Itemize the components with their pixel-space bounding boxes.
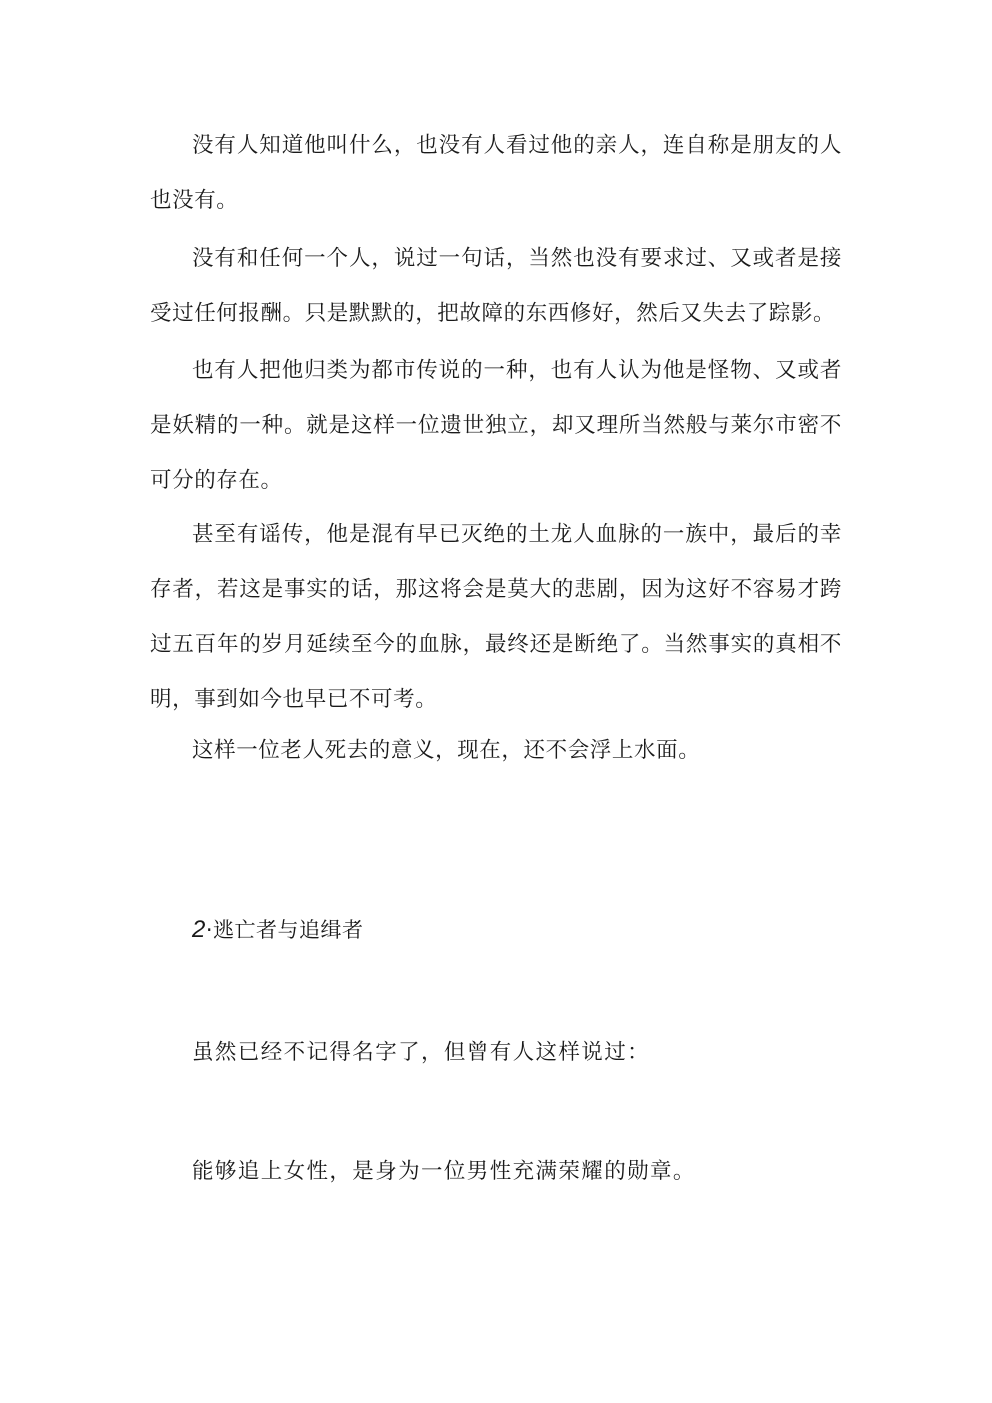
section-title: 逃亡者与追缉者	[213, 918, 364, 942]
section-heading	[192, 915, 364, 945]
paragraph-4: 甚至有谣传，他是混有早已灭绝的土龙人血脉的一族中，最后的幸存者，若这是事实的话，那这将会是莫大的悲剧，因为这好不容易才跨过五百年的岁月延续至今的血脉，最终还是断绝了。当然事实的真相不明，事到如今也早已不可考。	[150, 522, 842, 712]
paragraph-1: 没有人知道他叫什么，也没有人看过他的亲人，连自称是朋友的人也没有。	[150, 133, 842, 213]
section-line-1: 虽然已经不记得名字了，但曾有人这样说过：	[192, 1040, 651, 1065]
paragraph-3: 也有人把他归类为都市传说的一种，也有人认为他是怪物、又或者是妖精的一种。就是这样一位遗世独立，却又理所当然般与莱尔市密不可分的存在。	[150, 358, 842, 493]
paragraph-5: 这样一位老人死去的意义，现在，还不会浮上水面。	[192, 738, 701, 763]
paragraph-2: 没有和任何一个人，说过一句话，当然也没有要求过、又或者是接受过任何报酬。只是默默的，把故障的东西修好，然后又失去了踪影。	[150, 246, 842, 326]
section-line-2: 能够追上女性，是身为一位男性充满荣耀的勋章。	[192, 1159, 696, 1184]
section-separator: ·	[205, 918, 214, 942]
section-number: 2	[192, 916, 206, 943]
